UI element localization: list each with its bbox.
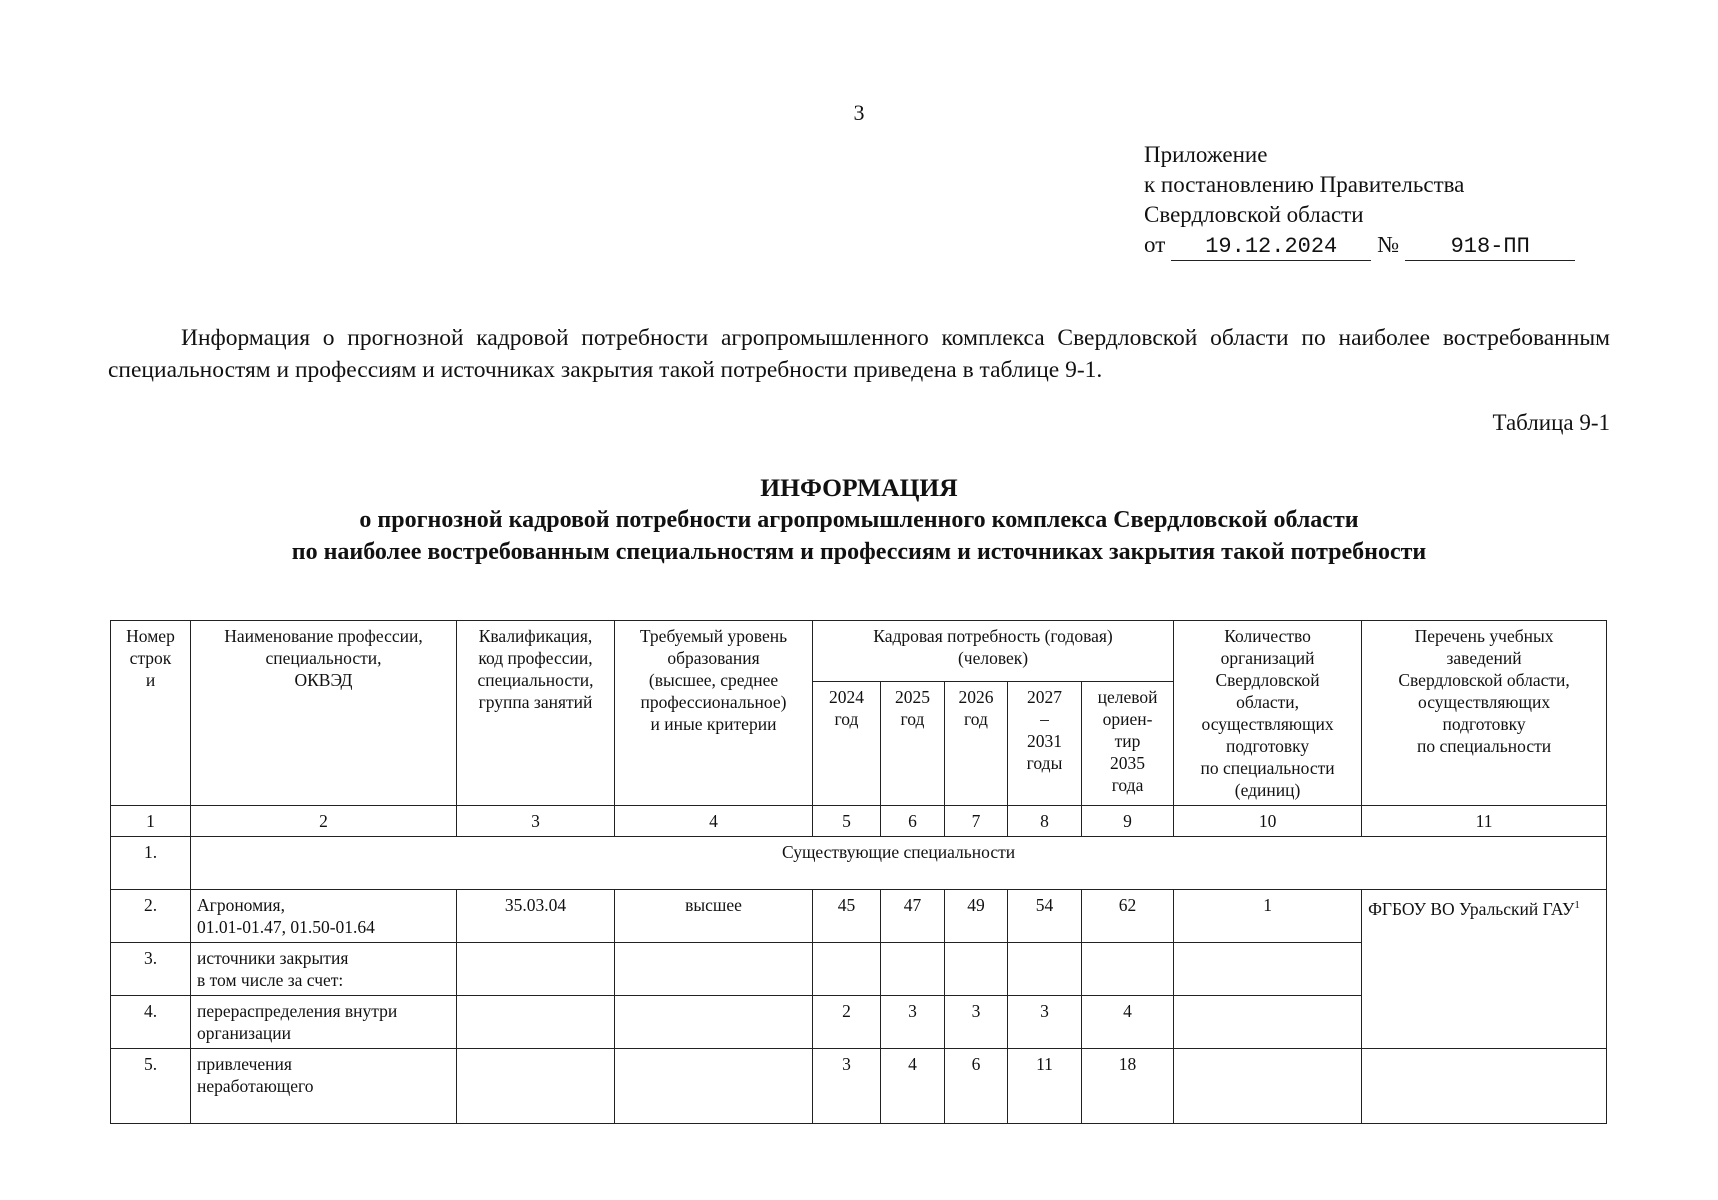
title-line-3: по наиболее востребованным специальностям и профессиям и источниках закрытия такой потребности	[291, 539, 1427, 565]
section-title: Существующие специальности	[191, 837, 1607, 890]
row-number: 2.	[111, 890, 191, 943]
profession-name: Агрономия, 01.01-01.47, 01.50-01.64	[191, 890, 457, 943]
demand-target-2035: 62	[1082, 890, 1174, 943]
column-number: 6	[881, 806, 945, 837]
column-number: 5	[813, 806, 881, 837]
from-label: от	[1144, 232, 1166, 257]
empty-cell	[813, 943, 881, 996]
table-row	[111, 890, 1607, 943]
empty-cell	[1174, 1049, 1362, 1124]
demand-2024: 3	[813, 1049, 881, 1124]
table-row	[111, 1049, 1607, 1124]
profession-name: привлечения неработающего	[191, 1049, 457, 1124]
row-number: 3.	[111, 943, 191, 996]
empty-cell	[1008, 943, 1082, 996]
demand-target-2035: 18	[1082, 1049, 1174, 1124]
empty-cell	[457, 996, 615, 1049]
demand-2026: 3	[945, 996, 1008, 1049]
school-name: ФГБОУ ВО Уральский ГАУ	[1368, 898, 1575, 919]
appendix-line-3: Свердловской области	[1144, 202, 1364, 227]
column-number: 9	[1082, 806, 1174, 837]
intro-paragraph: Информация о прогнозной кадровой потребности агропромышленного комплекса Свердловской области по наиболее востребованным специальностям и профессиям и источниках закрытия такой потребности приведена в таблице 9-1.	[108, 325, 1610, 383]
header-organizations-count: Количество организаций Свердловской области, осуществляющих подготовку по специальности (единиц)	[1174, 621, 1362, 806]
header-profession-name: Наименование профессии, специальности, ОКВЭД	[191, 621, 457, 806]
demand-2027-2031: 11	[1008, 1049, 1082, 1124]
column-number: 1	[111, 806, 191, 837]
empty-cell	[615, 996, 813, 1049]
empty-cell	[881, 943, 945, 996]
header-staff-demand: Кадровая потребность (годовая) (человек)	[813, 621, 1174, 682]
document-title	[0, 472, 1718, 568]
profession-name: перераспределения внутри организации	[191, 996, 457, 1049]
table-label: Таблица 9-1	[1492, 410, 1610, 435]
number-label: №	[1377, 232, 1400, 257]
empty-cell	[1174, 996, 1362, 1049]
empty-cell	[1362, 1049, 1607, 1124]
education-level: высшее	[615, 890, 813, 943]
row-number: 4.	[111, 996, 191, 1049]
empty-cell	[457, 943, 615, 996]
column-number: 3	[457, 806, 615, 837]
header-education-level: Требуемый уровень образования (высшее, среднее профессиональное) и иные критерии	[615, 621, 813, 806]
section-row	[111, 837, 1607, 890]
header-year-2025: 2025 год	[881, 682, 945, 806]
profession-name: источники закрытия в том числе за счет:	[191, 943, 457, 996]
section-number: 1.	[111, 837, 191, 890]
header-schools-list: Перечень учебных заведений Свердловской области, осуществляющих подготовку по специальности	[1362, 621, 1607, 806]
schools-list	[1362, 890, 1607, 1049]
demand-2027-2031: 3	[1008, 996, 1082, 1049]
appendix-block	[1144, 140, 1575, 261]
appendix-date-line	[1144, 230, 1575, 261]
row-number: 5.	[111, 1049, 191, 1124]
demand-target-2035: 4	[1082, 996, 1174, 1049]
column-number: 2	[191, 806, 457, 837]
empty-cell	[1082, 943, 1174, 996]
organizations-count: 1	[1174, 890, 1362, 943]
header-row-number: Номер строк и	[111, 621, 191, 806]
demand-2024: 2	[813, 996, 881, 1049]
column-number: 8	[1008, 806, 1082, 837]
column-number: 10	[1174, 806, 1362, 837]
demand-2025: 3	[881, 996, 945, 1049]
header-qualification: Квалификация, код профессии, специальности, группа занятий	[457, 621, 615, 806]
demand-2024: 45	[813, 890, 881, 943]
page-number: 3	[853, 100, 865, 125]
demand-table	[110, 620, 1607, 1124]
demand-2027-2031: 54	[1008, 890, 1082, 943]
demand-2026: 6	[945, 1049, 1008, 1124]
header-year-2026: 2026 год	[945, 682, 1008, 806]
header-year-2024: 2024 год	[813, 682, 881, 806]
demand-2025: 47	[881, 890, 945, 943]
empty-cell	[615, 1049, 813, 1124]
empty-cell	[457, 1049, 615, 1124]
column-number-row	[111, 806, 1607, 837]
demand-2026: 49	[945, 890, 1008, 943]
decree-date: 19.12.2024	[1171, 234, 1371, 261]
decree-number: 918-ПП	[1405, 234, 1575, 261]
empty-cell	[945, 943, 1008, 996]
demand-2025: 4	[881, 1049, 945, 1124]
column-number: 7	[945, 806, 1008, 837]
empty-cell	[1174, 943, 1362, 996]
header-years-2027-2031: 2027 – 2031 годы	[1008, 682, 1082, 806]
appendix-line-2: к постановлению Правительства	[1144, 172, 1465, 197]
appendix-line-1: Приложение	[1144, 142, 1268, 167]
column-number: 4	[615, 806, 813, 837]
empty-cell	[615, 943, 813, 996]
qualification-code: 35.03.04	[457, 890, 615, 943]
title-line-1: ИНФОРМАЦИЯ	[760, 473, 958, 502]
column-number: 11	[1362, 806, 1607, 837]
header-target-2035: целевой ориен- тир 2035 года	[1082, 682, 1174, 806]
footnote-mark: 1	[1574, 899, 1580, 911]
title-line-2: о прогнозной кадровой потребности агропромышленного комплекса Свердловской области	[359, 507, 1359, 533]
header-row-1	[111, 621, 1607, 682]
